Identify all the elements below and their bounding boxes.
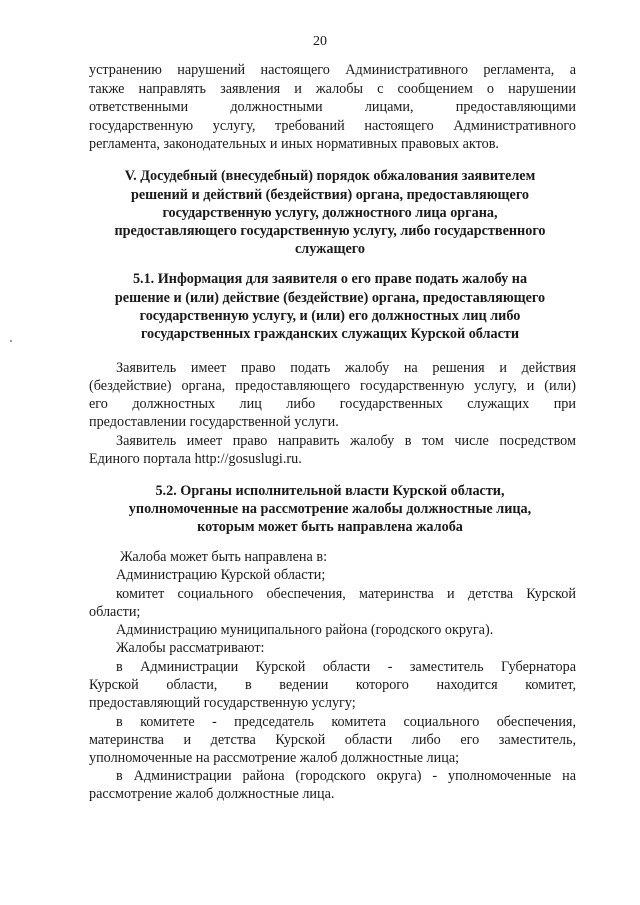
section-v-heading-line: государственную услугу, должностного лица органа,	[162, 205, 498, 221]
para-5-2-line: области;	[89, 604, 141, 620]
heading-5-1-line: государственную услугу, и (или) его должностных лиц либо	[139, 308, 521, 324]
section-v-heading-line: решений и действий (бездействия) органа, предоставляющего	[130, 187, 530, 203]
para-5-2-line: Администрацию муниципального района (городского округа).	[116, 622, 494, 638]
para-5-2-line: Администрацию Курской области;	[116, 567, 326, 583]
intro-line: ответственными должностными лицами, предоставляющими	[89, 99, 576, 115]
para-5-1-line: (бездействие) органа, предоставляющего государственную услугу, и (или)	[89, 378, 576, 394]
para-5-2-line: в Администрации Курской области - заместитель Губернатора	[116, 659, 576, 675]
para-5-2-line: уполномоченные на рассмотрение жалоб должностные лица;	[89, 750, 460, 766]
para-5-1-line: его должностных лиц либо государственных служащих при	[89, 396, 576, 412]
para-5-1-line: предоставлении государственной услуги.	[89, 414, 339, 430]
para-5-1-line: Единого портала http://gosuslugi.ru.	[89, 451, 302, 467]
section-v-heading-line: служащего	[294, 241, 365, 257]
para-5-2-line: Жалоба может быть направлена в:	[120, 549, 328, 565]
heading-5-1-line: решение и (или) действие (бездействие) органа, предоставляющего	[114, 290, 546, 306]
intro-line: устранению нарушений настоящего Административного регламента, а	[89, 62, 576, 78]
heading-5-2-line: уполномоченные на рассмотрение жалобы должностные лица,	[128, 501, 532, 517]
page-number: 20	[313, 34, 327, 49]
para-5-2-line: предоставляющий государственную услугу;	[89, 695, 356, 711]
para-5-2-line: Курской области, в ведении которого находится комитет,	[89, 677, 576, 693]
intro-line: также направлять заявления и жалобы с сообщением о нарушении	[89, 81, 576, 97]
para-5-2-line: в Администрации района (городского округа) - уполномоченные на	[116, 768, 576, 784]
para-5-1-line: Заявитель имеет право подать жалобу на решения и действия	[116, 360, 576, 376]
section-v-heading-line: V. Досудебный (внесудебный) порядок обжалования заявителем	[124, 168, 536, 184]
para-5-1-line: Заявитель имеет право направить жалобу в том числе посредством	[116, 433, 576, 449]
heading-5-2-line: которым может быть направлена жалоба	[197, 519, 463, 535]
para-5-2-line: рассмотрение жалоб должностные лица.	[89, 786, 335, 802]
para-5-2-line: комитет социального обеспечения, материнства и детства Курской	[116, 586, 576, 602]
intro-line: государственную услугу, требований настоящего Административного	[89, 118, 576, 134]
para-5-2-line: в комитете - председатель комитета социального обеспечения,	[116, 714, 576, 730]
para-5-2-line: Жалобы рассматривают:	[116, 640, 265, 656]
heading-5-1-line: 5.1. Информация для заявителя о его праве подать жалобу на	[132, 271, 528, 287]
heading-5-1-line: государственных гражданских служащих Курской области	[140, 326, 520, 342]
heading-5-2-line: 5.2. Органы исполнительной власти Курской области,	[155, 483, 505, 499]
para-5-2-line: материнства и детства Курской области либо его заместитель,	[89, 732, 576, 748]
section-v-heading-line: предоставляющего государственную услугу, либо государственного	[114, 223, 546, 239]
scan-speck	[10, 340, 12, 342]
intro-line: регламента, законодательных и иных нормативных правовых актов.	[89, 136, 499, 152]
